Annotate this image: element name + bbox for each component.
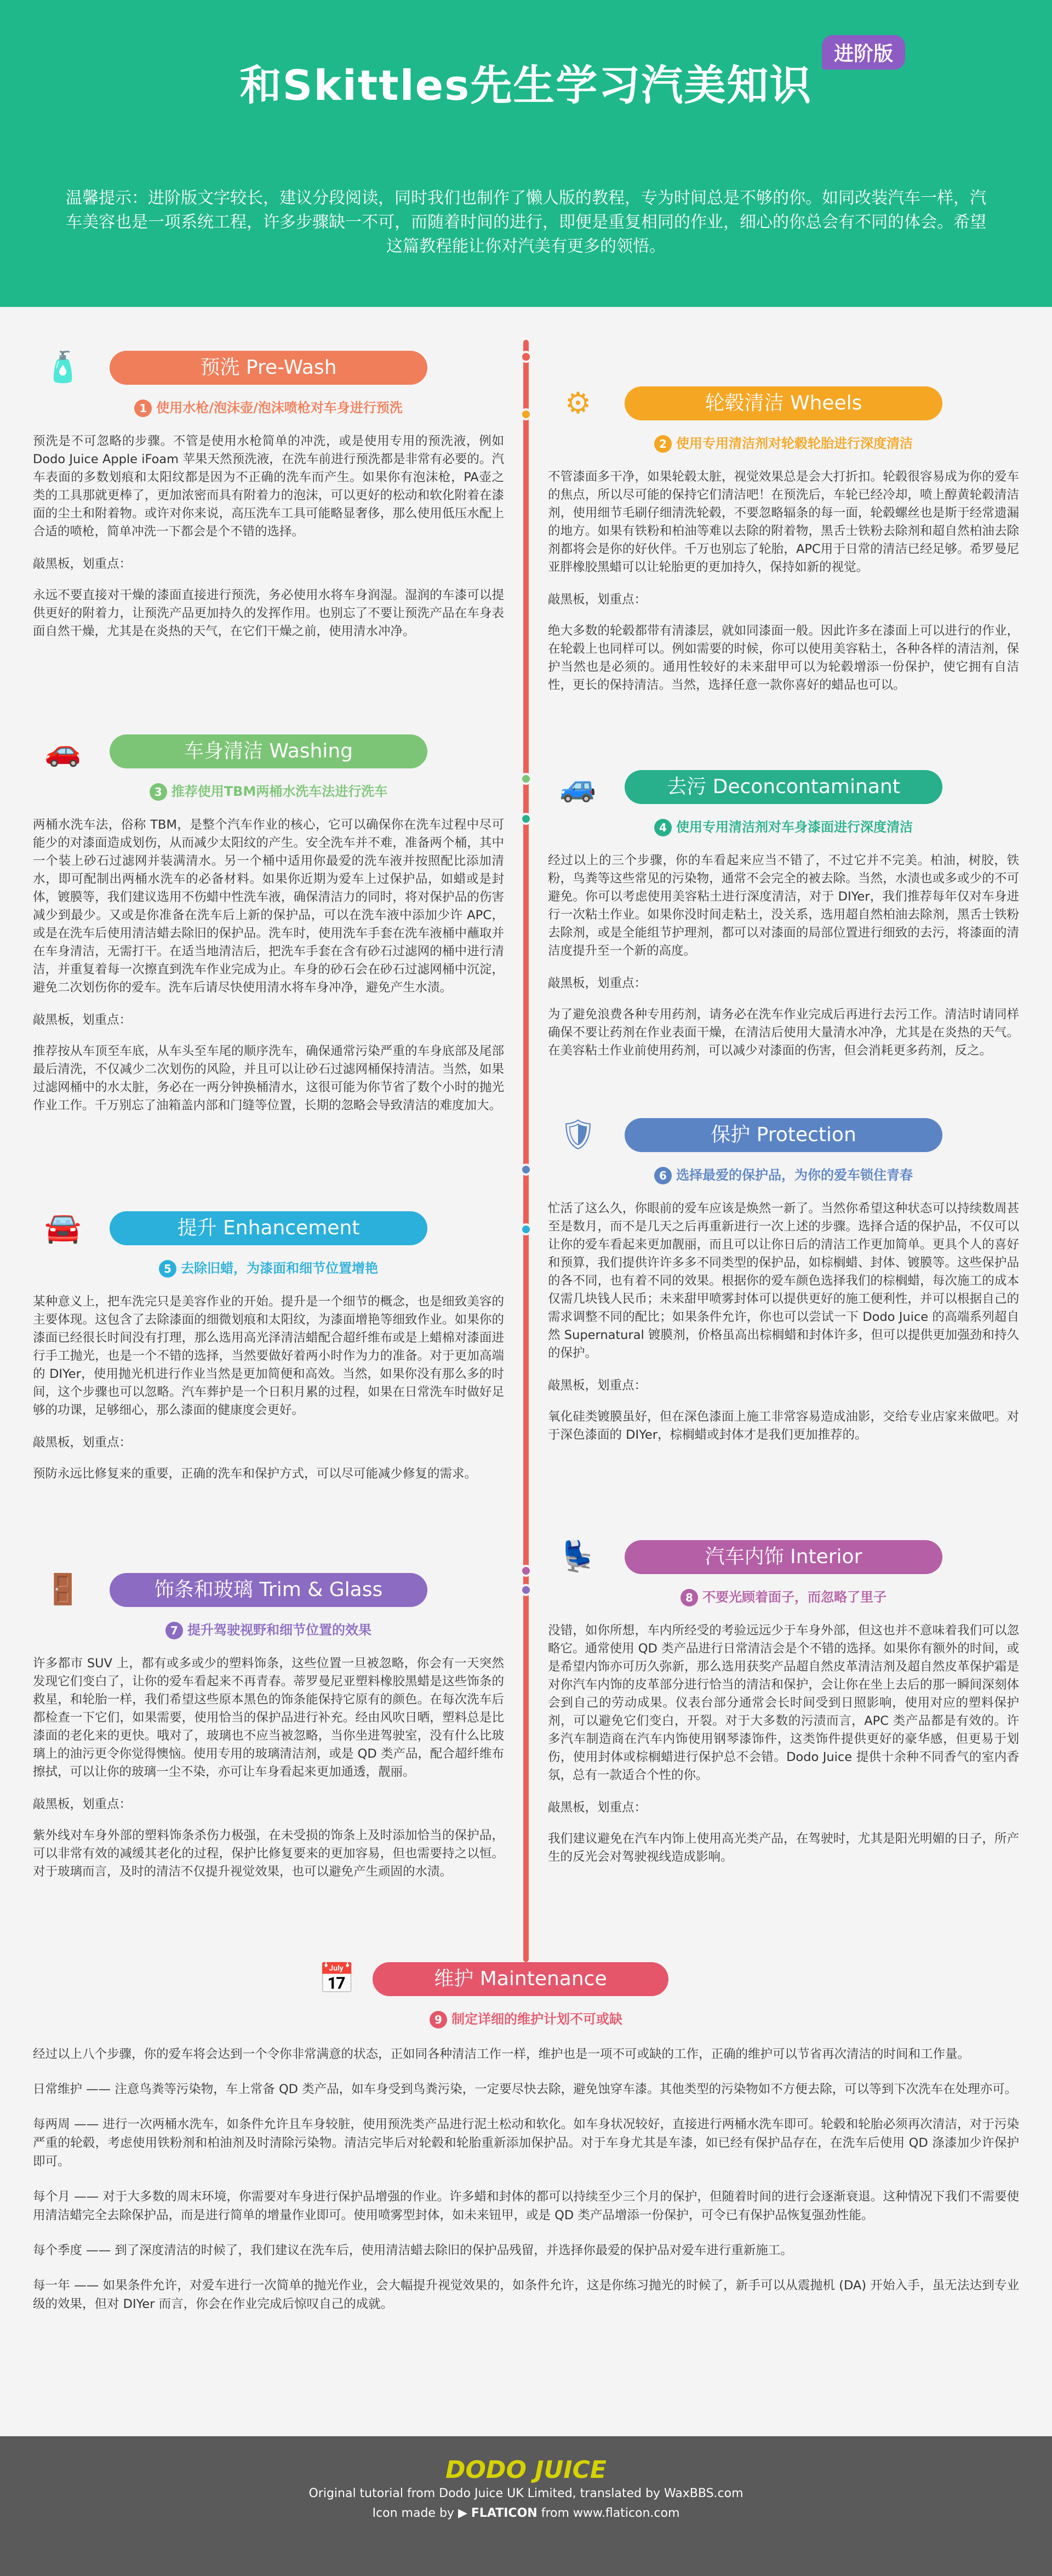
icon-credit — [0, 2504, 1052, 2523]
section-title: 保护 Protection — [625, 1118, 942, 1152]
credit-text: Original tutorial from Dodo Juice UK Limited, translated by WaxBBS.com — [308, 2487, 744, 2500]
section-body: 不管漆面多干净，如果轮毂太脏，视觉效果总是会大打折扣。轮毂很容易成为你的爱车的焦点，所以尽可能的保持它们清洁吧！在预洗后，车轮已经冷却，喷上醇黄轮毂清洁剂，使用细节毛刷仔细清洗轮毂，不要忽略辐条的每一面，轮毂螺丝也是斯于经常遗漏的地方。如果有铁粉和柏油等难以去除的附着物，黑舌士铁粉去除剂和超自然柏油去除剂都将会是你的好伙伴。千万也别忘了轮胎，APC用于日常的清洁已经足够。希罗曼尼亚胖橡胶黑蜡可以让轮胎更的更加持久，保持如新的视觉。 — [548, 470, 1019, 574]
icon-credit-prefix: Icon made by — [372, 2506, 454, 2520]
icon-credit-suffix: from www.flaticon.com — [541, 2506, 680, 2520]
subtitle-text: 使用专用清洁剂对轮毂轮胎进行深度清洁 — [676, 436, 913, 451]
key-points-label: 敲黑板，划重点： — [548, 592, 647, 607]
flaticon-logo-icon: ▶ — [458, 2506, 467, 2520]
timeline-dot — [520, 351, 532, 363]
step-number: 5 — [159, 1260, 176, 1278]
timeline-dot — [520, 1223, 532, 1235]
key-points-text: 永远不要直接对干燥的漆面直接进行预洗，务必使用水将车身润湿。湿润的车漆可以提供更好的附着力，让预洗产品更加持久的发挥作用。也别忘了不要让预洗产品在车身表面自然干燥，尤其是在炎热的天气，在它们干燥之前，使用清水冲净。 — [33, 588, 504, 639]
key-points-text: 绝大多数的轮毂都带有清漆层，就如同漆面一般。因此许多在漆面上可以进行的作业，在轮毂上也同样可以。例如需要的时候，你可以使用美容粘土，各种各样的清洁剂，保护当然也是必须的。通用性较好的未来甜甲可以为轮毂增添一份保护，使它拥有自洁性，更长的保持清洁。当然，选择任意一款你喜好的蜡品也可以。 — [548, 624, 1019, 692]
advanced-badge: 进阶版 — [822, 35, 905, 70]
subtitle-text: 推荐使用TBM两桶水洗车法进行洗车 — [171, 784, 388, 799]
step-number: 7 — [165, 1622, 183, 1639]
subtitle-text: 选择最爱的保护品，为你的爱车锁住青春 — [676, 1167, 913, 1183]
protected-car-icon: 🛡 — [559, 1117, 597, 1152]
subtitle-text: 使用专用清洁剂对车身漆面进行深度清洁 — [676, 819, 913, 835]
section-decon — [548, 765, 1019, 1060]
timeline-dot — [520, 1164, 532, 1176]
key-points-text: 氧化硅类镀膜虽好，但在深色漆面上施工非常容易造成油影，交给专业店家来做吧。对于深色漆面的 DIYer，棕榈蜡或封体才是我们更加推荐的。 — [548, 1410, 1019, 1442]
key-points-label: 敲黑板，划重点： — [548, 976, 647, 990]
timeline-dot — [520, 408, 532, 420]
key-points-label: 敲黑板，划重点： — [548, 1378, 647, 1393]
section-subtitle — [548, 1586, 1019, 1606]
step-number: 4 — [654, 819, 672, 836]
section-body: 某种意义上，把车洗完只是美容作业的开始。提升是一个细节的概念，也是细致美容的主要体现。这包含了去除漆面的细微划痕和太阳纹，为漆面增艳等细致作业。如果你的漆面已经很长时间没有打理，那么选用高光泽清洁蜡配合超纤维布或是上蜡棉对漆面进行手工抛光，也是一个不错的选择，当然要做好着两小时作为力的准备。对于更加高端的 DIYer，使用抛光机进行作业当然是更加简便和高效。当然，如果你没有那么多的时间，这个步骤也可以忽略。汽车葬护是一个日积月累的过程，如果在日常洗车时做好足够的功课，足够细心，那么漆面的健康度会更好。 — [33, 1295, 504, 1417]
key-points-text: 紫外线对车身外部的塑料饰条杀伤力极强，在未受损的饰条上及时添加恰当的保护品，可以非常有效的减缓其老化的过程，保护比修复要来的更加容易，但也需要持之以恒。对于玻璃而言，及时的清洁不仅提升视觉效果，也可以避免产生顽固的水渍。 — [33, 1828, 504, 1879]
section-maintenance — [33, 1957, 1019, 2313]
section-body: 没错，如你所想，车内所经受的考验远远少于车身外部，但这也并不意味着我们可以忽略它。通常使用 QD 类产品进行日常清洁会是个不错的选择。如果你有额外的时间，或是希望内饰亦可历久弥新，那么选用获奖产品超自然皮革清洁剂及超自然皮革保护霜是对你汽车内饰的皮革部分进行恰当的清洁和保护，会让你在坐上去后的那一瞬间深刻体会到自己的劳动成果。仪表台部分通常会长时间受到日照影响，使用对应的塑料保护剂，可以避免它们变白，开裂。对于大多数的污渍而言，APC 类产品都是有效的。许多汽车制造商在汽车内饰使用钢琴漆饰件，这类饰件提供更好的豪华感，但更易于划伤，使用封体或棕榈蜡进行保护总不会错。Dodo Juice 提供十余种不同香气的室内香氛，总有一款适合个性的你。 — [548, 1623, 1019, 1782]
key-points-label: 敲黑板，划重点： — [33, 1435, 132, 1450]
subtitle-text: 制定详细的维护计划不可或缺 — [451, 2011, 622, 2027]
maintenance-paragraph: 日常维护 —— 注意鸟粪等污染物，车上常备 QD 类产品，如车身受到鸟粪污染，一定要尽快去除，避免蚀穿车漆。其他类型的污染物如不方便去除，可以等到下次洗车在处理亦可。 — [33, 2082, 1017, 2096]
key-points-label: 敲黑板，划重点： — [33, 1797, 132, 1811]
dodo-juice-logo: DODO JUICE — [445, 2456, 607, 2484]
maintenance-paragraph: 每两周 —— 进行一次两桶水洗车，如条件允许且车身较脏，使用预洗类产品进行泥土松动和软化。如车身状况较好，直接进行两桶水洗车即可。轮毂和轮胎必须再次清洁，对于污染严重的轮毂，考虑使用铁粉剂和柏油剂及时清除污染物。清洁完毕后对轮毂和轮胎重新添加保护品。对于车身尤其是车漆，如已经有保护品存在，在洗车后使用 QD 涤漆加少许保护即可。 — [33, 2117, 1019, 2169]
step-number: 3 — [150, 783, 167, 801]
section-interior — [548, 1535, 1019, 1866]
section-body: 忙活了这么久，你眼前的爱车应该是焕然一新了。当然你希望这种状态可以持续数周甚至是数月，而不是几天之后再重新进行一次上述的步骤。选择合适的保护品，不仅可以让你的爱车看起来更加靓丽，而且可以让你日后的清洁工作更加简单。更具个人的喜好和预算，我们提供许许多多不同类型的保护品，如棕榈蜡、封体、镀膜等。这些保护品的各不同，也有着不同的效果。根据你的爱车颜色选择我们的棕榈蜡，每次施工的成本仅需几块钱人民币；未来甜甲喷雾封体可以提供更好的施工便利性，并可以根据自己的需求调整不同的配比；如果条件允许，你也可以尝试一下 Dodo Juice 的高端系列超自然 Supernatural 镀膜剂，价格虽高出棕榈蜡和封体许多，但可以提供更加强劲和持久的保护。 — [548, 1201, 1019, 1360]
intro-text: 温馨提示：进阶版文字较长，建议分段阅读，同时我们也制作了懒人版的教程，专为时间总是不够的你。如同改装汽车一样，汽车美容也是一项系统工程，许多步骤缺一不可，而随着时间的进行，即便是重复相同的作业，细心的你总会有不同的体会。希望这篇教程能让你对汽美有更多的领悟。 — [66, 189, 986, 256]
section-subtitle — [33, 2008, 1019, 2028]
timeline-line — [523, 340, 529, 1962]
timeline-dot — [520, 1565, 532, 1577]
step-number: 8 — [681, 1589, 698, 1606]
key-points-label: 敲黑板，划重点： — [33, 557, 132, 571]
key-points-text: 推荐按从车顶至车底，从车头至车尾的顺序洗车，确保通常污染严重的车身底部及尾部最后清洗，不仅减少二次划伤的风险，并且可以让砂石过滤网桶保持清洁。当然，如果过滤网桶中的水太脏，务必在一两分钟换桶清水，这很可能为你节省了数个小时的抛光作业工作。千万别忘了油箱盖内部和门缝等位置，长期的忽略会导致清洁的难度加大。 — [33, 1044, 504, 1113]
key-points-label: 敲黑板，划重点： — [548, 1800, 647, 1815]
key-points-text: 预防永远比修复来的重要，正确的洗车和保护方式，可以尽可能减少修复的需求。 — [33, 1467, 477, 1481]
maintenance-paragraph: 经过以上八个步骤，你的爱车将会达到一个令你非常满意的状态，正如同各种清洁工作一样，维护也是一项不可或缺的工作，正确的维护可以节省再次清洁的时间和工作量。 — [33, 2047, 970, 2061]
car-seat-icon: 💺 — [559, 1539, 597, 1574]
section-washing — [33, 729, 504, 1115]
step-number: 1 — [134, 400, 152, 417]
section-title: 去污 Deconcontaminant — [625, 770, 942, 804]
decontaminant-car-icon: 🚙 — [559, 769, 597, 803]
timeline-dot — [520, 813, 532, 825]
key-points-label: 敲黑板，划重点： — [33, 1013, 132, 1027]
header — [0, 0, 1052, 307]
foam-sprayer-icon: 🧴 — [44, 350, 82, 384]
section-enhancement — [33, 1206, 504, 1483]
section-prewash — [33, 345, 504, 641]
page-title: 和Skittles先生学习汽美知识 — [239, 61, 813, 110]
subtitle-text: 去除旧蜡，为漆面和细节位置增艳 — [181, 1261, 378, 1276]
section-body: 两桶水洗车法，俗称 TBM，是整个汽车作业的核心，它可以确保你在洗车过程中尽可能少的对漆面造成划伤，从而减少太阳纹的产生。安全洗车并不难，准备两个桶，其中一个装上砂石过滤网并装满清水。另一个桶中适用你最爱的洗车液并按照配比添加清水，即可配制出两桶水洗车的必备材料。如果你近期为爱车上过保护品，如蜡或是封体，镀膜等，我们建议选用不伤蜡中性洗车液，确保清洁力的同时，将对保护品的伤害减少到最少。又或是你准备在洗车后上新的保护品，可以在洗车液中添加少许 APC，或是在洗车后使用清洁蜡去除旧的保护品。洗车时，使用洗车手套在洗车液桶中蘸取并在车身清洁，无需打干。在适当地清洁后，把洗车手套在含有砂石过滤网的桶中进行清洁，并重复着每一次擦直到洗车作业完成为止。车身的砂石会在砂石过滤网桶中沉淀，避免二次划伤你的爱车。洗车后请尽快使用清水将车身冲净，避免产生水渍。 — [33, 818, 504, 995]
section-body: 预洗是不可忽略的步骤。不管是使用水枪简单的冲洗，或是使用专用的预洗液，例如 Dodo Juice Apple iFoam 苹果天然预洗液，在洗车前进行预洗都是非常有必要的。汽车表面的多数划痕和太阳纹都是因为不正确的洗车而产生。如果你有泡沫枪，PA壶之类的工具那就更棒了，更加浓密而具有附着力的泡沫，可以更好的松动和软化附着在漆面的尘土和附着物。或许对你来说，高压洗车工具可能略显奢侈，那么使用低压水配上合适的喷枪，简单冲洗一下都会是个不错的选择。 — [33, 434, 504, 539]
subtitle-text: 使用水枪/泡沫壶/泡沫喷枪对车身进行预洗 — [156, 400, 403, 415]
section-subtitle — [548, 1164, 1019, 1184]
key-points-text: 我们建议避免在汽车内饰上使用高光类产品，在驾驶时，尤其是阳光明媚的日子，所产生的反光会对驾驶视线造成影响。 — [548, 1832, 1019, 1864]
section-trim — [33, 1568, 504, 1881]
section-title: 汽车内饰 Interior — [625, 1540, 942, 1574]
step-number: 2 — [654, 435, 672, 453]
section-subtitle — [33, 1619, 504, 1639]
calendar-icon: 📅 — [318, 1961, 356, 1996]
timeline-dot — [520, 773, 532, 785]
section-protection — [548, 1113, 1019, 1444]
section-body: 经过以上的三个步骤，你的车看起来应当不错了，不过它并不完美。柏油，树胶，铁粉，鸟粪等这些常见的污染物，通常不会完全的被去除。当然，水渍也或多或少的不可避免。你可以考虑使用美容粘土进行深度清洁，对于 DIYer，我们推荐每年仅对车身进行一次粘土作业。如果你没时间走粘土，没关系，选用超自然柏油去除剂，黑舌士铁粉去除剂，或是全能组节护理剂，都可以对漆面的局部位置进行细致的去污，将漆面的清洁度提升至一个新的高度。 — [548, 853, 1019, 958]
section-title: 饰条和玻璃 Trim & Glass — [110, 1573, 427, 1607]
section-wheels — [548, 381, 1019, 694]
timeline-dot — [520, 1584, 532, 1596]
section-title: 提升 Enhancement — [110, 1211, 427, 1245]
car-door-icon: 🚪 — [44, 1572, 82, 1606]
key-points-text: 为了避免浪费各种专用药剂，请务必在洗车作业完成后再进行去污工作。清洁时请同样确保不要让药剂在作业表面干燥，在清洁后使用大量清水冲净，尤其是在炎热的天气。在美容粘土作业前使用药剂，可以减少对漆面的伤害，但会消耗更多药剂，反之。 — [548, 1007, 1019, 1058]
section-subtitle — [33, 397, 504, 417]
section-title: 维护 Maintenance — [373, 1962, 668, 1996]
section-title: 轮毂清洁 Wheels — [625, 386, 942, 420]
maintenance-paragraph: 每个月 —— 对于大多数的周末环境，你需要对车身进行保护品增强的作业。许多蜡和封体的都可以持续至少三个月的保护，但随着时间的进行会逐渐衰退。这种情况下我们不需要使用清洁蜡完全去除保护品，而是进行简单的增量作业即可。使用喷雾型封体，如未来钮甲，或是 QD 类产品增添一份保护，可令已有保护品恢复强劲性能。 — [33, 2190, 1019, 2222]
section-title: 预洗 Pre-Wash — [110, 351, 427, 385]
section-subtitle — [548, 432, 1019, 453]
subtitle-text: 提升驾驶视野和细节位置的效果 — [187, 1622, 371, 1638]
section-subtitle — [33, 780, 504, 801]
wheel-brush-icon: ⚙ — [564, 385, 592, 420]
section-title: 车身清洁 Washing — [110, 734, 427, 768]
section-body: 许多都市 SUV 上，都有或多或少的塑料饰条，这些位置一旦被忽略，你会有一天突然发现它们变白了，让你的爱车看起来不再青春。蒂罗曼尼亚塑料橡胶黑蜡是这些饰条的救星，和轮胎一样，我们希望这些原本黑色的饰条能保持它原有的颜色。在每次洗车后都检查一下它们，如果需要，使用恰当的保护品进行补充。经由风吹日晒，塑料总是比漆面的老化来的更快。哦对了，玻璃也不应当被忽略，当你坐进驾驶室，没有什么比玻璃上的油污更令你觉得懊恼。使用专用的玻璃清洁剂，或是 QD 类产品，配合超纤维布擦拭，可以让你的玻璃一尘不染，亦可让车身看起来更加通透，靓丽。 — [33, 1656, 504, 1779]
footer — [0, 2436, 1052, 2576]
flaticon-brand: FLATICON — [471, 2506, 538, 2520]
maintenance-paragraph: 每个季度 —— 到了深度清洁的时候了，我们建议在洗车后，使用清洁蜡去除旧的保护品残留，并选择你最爱的保护品对爱车进行重新施工。 — [33, 2243, 793, 2258]
section-subtitle — [548, 816, 1019, 836]
step-number: 9 — [430, 2011, 447, 2028]
subtitle-text: 不要光顾着面子，而忽略了里子 — [702, 1589, 887, 1605]
section-subtitle — [33, 1257, 504, 1278]
car-wash-icon: 🚗 — [44, 733, 82, 768]
maintenance-paragraph: 每一年 —— 如果条件允许，对爱车进行一次简单的抛光作业，会大幅提升视觉效果的，如条件允许，这是你练习抛光的时候了，新手可以从震抛机 (DA) 开始入手，虽无法达到专业级的效果，但对 DIYer 而言，你会在作业完成后惊叹自己的成就。 — [33, 2278, 1019, 2311]
polisher-icon: 🚘 — [44, 1210, 82, 1245]
step-number: 6 — [654, 1167, 672, 1184]
